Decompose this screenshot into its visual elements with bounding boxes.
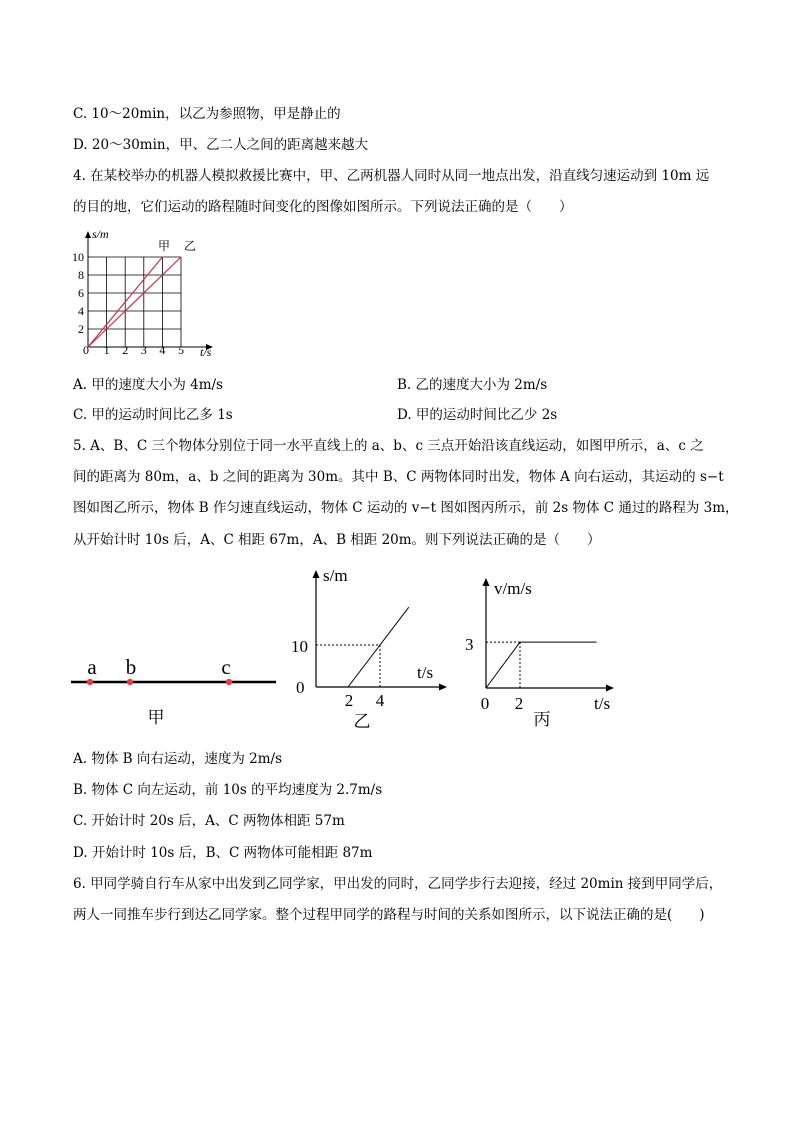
q5-fig-bing bbox=[460, 570, 630, 735]
q4-y-arrow bbox=[85, 231, 91, 238]
q5-stem-line3: 图如图乙所示，物体 B 作匀速直线运动，物体 C 运动的 v−t 图如图丙所示，前 2s 物体 C 通过的路程为 3m， bbox=[73, 500, 739, 516]
q5-option-c: C. 开始计时 20s 后，A、C 两物体相距 57m bbox=[73, 813, 345, 829]
q5-bing-x-tick-2: 2 bbox=[514, 694, 524, 713]
q5-yi-y-label: s/m bbox=[323, 566, 348, 585]
point-a-dot bbox=[87, 679, 93, 685]
point-b-dot bbox=[127, 679, 133, 685]
q4-series-yi-line bbox=[88, 257, 181, 347]
q4-x-tick-5: 5 bbox=[178, 343, 184, 357]
q6-stem-line2: 两人一同推车步行到达乙同学家。整个过程甲同学的路程与时间的关系如图所示，以下说法正确的是( ) bbox=[73, 907, 705, 923]
q4-st-graph bbox=[70, 222, 230, 362]
q5-yi-caption: 乙 bbox=[353, 712, 371, 731]
q5-option-d: D. 开始计时 10s 后，B、C 两物体可能相距 87m bbox=[73, 845, 373, 861]
q5-stem-line4: 从开始计时 10s 后，A、C 相距 67m，A、B 相距 20m。则下列说法正确的是（ ） bbox=[73, 532, 601, 548]
q4-y-tick-6: 6 bbox=[78, 286, 84, 300]
q4-y-tick-10: 10 bbox=[72, 250, 84, 264]
q5-yi-series-line bbox=[316, 607, 409, 687]
q4-y-label: s/m bbox=[92, 227, 109, 241]
q4-legend-yi: 乙 bbox=[184, 239, 197, 253]
q3-option-c: C. 10～20min，以乙为参照物，甲是静止的 bbox=[73, 106, 341, 122]
q4-stem-line2: 的目的地，它们运动的路程随时间变化的图像如图所示。下列说法正确的是（ ） bbox=[73, 199, 573, 215]
q4-y-tick-2: 2 bbox=[78, 322, 84, 336]
q5-yi-x-arrow bbox=[439, 684, 447, 691]
q4-option-a: A. 甲的速度大小为 4m/s bbox=[73, 377, 223, 393]
q4-y-tick-8: 8 bbox=[78, 268, 84, 282]
q4-legend-jia: 甲 bbox=[158, 239, 171, 253]
q5-yi-x-tick-2: 2 bbox=[344, 691, 354, 710]
q4-option-d: D. 甲的运动时间比乙少 2s bbox=[397, 407, 558, 423]
q5-bing-y-arrow bbox=[483, 578, 490, 586]
q5-yi-x-tick-4: 4 bbox=[375, 691, 385, 710]
q4-stem-line1: 4. 在某校举办的机器人模拟救援比赛中，甲、乙两机器人同时从同一地点出发，沿直线匀速运动到 10m 远 bbox=[73, 168, 710, 184]
q5-option-b: B. 物体 C 向左运动，前 10s 的平均速度为 2.7m/s bbox=[73, 782, 383, 798]
q3-option-d: D. 20～30min，甲、乙二人之间的距离越来越大 bbox=[73, 137, 369, 153]
q5-bing-y-tick-3: 3 bbox=[465, 635, 474, 654]
q4-x-tick-0: 0 bbox=[83, 343, 89, 357]
q4-option-c: C. 甲的运动时间比乙多 1s bbox=[73, 407, 233, 423]
q4-x-label: t/s bbox=[200, 345, 212, 359]
point-a-label: a bbox=[87, 655, 97, 679]
q5-bing-y-label: v/m/s bbox=[494, 579, 532, 598]
q5-yi-y-tick-0: 0 bbox=[296, 678, 305, 697]
point-b-label: b bbox=[125, 655, 137, 679]
q5-stem-line2: 间的距离为 80m，a、b 之间的距离为 30m。其中 B、C 两物体同时出发，物体 A 向右运动，其运动的 s−t bbox=[73, 469, 724, 485]
q5-bing-x-arrow bbox=[606, 685, 614, 692]
q5-stem-line1: 5. A、B、C 三个物体分别位于同一水平直线上的 a、b、c 三点开始沿该直线运动，如图甲所示，a、c 之 bbox=[73, 438, 704, 454]
q5-fig-yi bbox=[283, 560, 453, 735]
q4-y-tick-4: 4 bbox=[78, 304, 84, 318]
q5-bing-caption: 丙 bbox=[533, 710, 551, 729]
q4-x-tick-4: 4 bbox=[159, 343, 166, 357]
q4-x-tick-1: 1 bbox=[103, 343, 110, 357]
q4-x-tick-2: 2 bbox=[122, 343, 129, 357]
point-c-dot bbox=[226, 679, 232, 685]
q4-option-b: B. 乙的速度大小为 2m/s bbox=[397, 377, 548, 393]
q5-option-a: A. 物体 B 向右运动，速度为 2m/s bbox=[73, 751, 282, 767]
q5-bing-x-label: t/s bbox=[594, 694, 611, 713]
q5-bing-series-line bbox=[486, 642, 597, 688]
q5-yi-y-tick-10: 10 bbox=[291, 637, 308, 656]
q5-yi-y-arrow bbox=[313, 570, 320, 578]
q6-stem-line1: 6. 甲同学骑自行车从家中出发到乙同学家，甲出发的同时，乙同学步行去迎接，经过 20min 接到甲同学后， bbox=[73, 876, 723, 892]
point-c-label: c bbox=[221, 655, 231, 679]
q5-yi-x-label: t/s bbox=[417, 663, 434, 682]
q5-fig-jia bbox=[68, 645, 283, 730]
q4-x-tick-3: 3 bbox=[140, 343, 147, 357]
q5-jia-caption: 甲 bbox=[147, 708, 165, 727]
q5-bing-x-tick-0: 0 bbox=[480, 694, 490, 713]
